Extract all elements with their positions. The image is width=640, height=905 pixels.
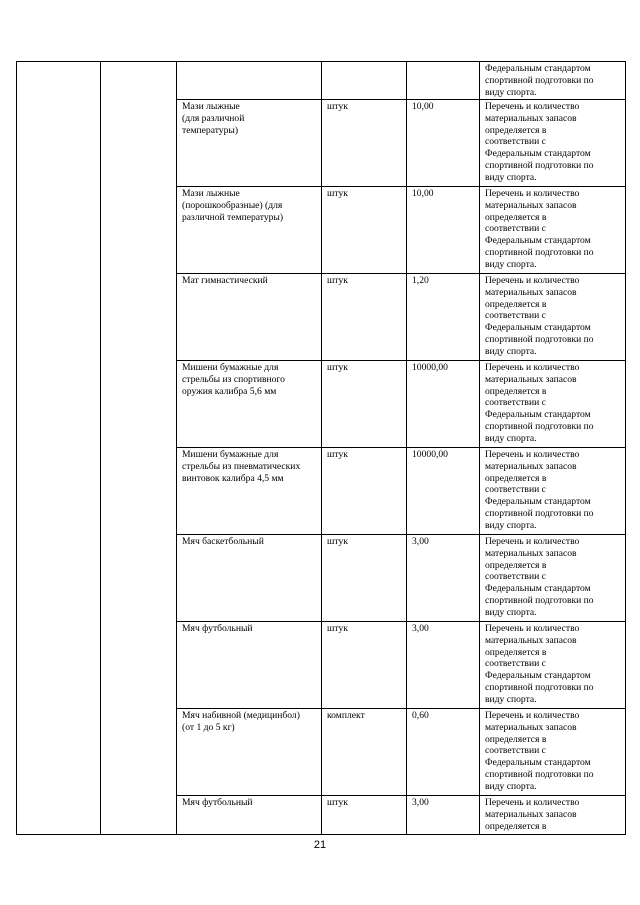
quantity-text: 10000,00: [412, 448, 448, 460]
quantity-text: 0,60: [412, 709, 429, 721]
section-column-cell: [101, 62, 177, 835]
item-name-text: Мяч набивной (медицинбол) (от 1 до 5 кг): [182, 709, 300, 733]
item-name-text: Мяч футбольный: [182, 796, 253, 808]
quantity-text: 10000,00: [412, 361, 448, 373]
item-name-cell: [177, 62, 322, 100]
note-text: Перечень и количество материальных запасов определяется в соответствии с Федеральным стандартом спортивной подготовки по виду спорта.: [485, 361, 594, 445]
item-name-text: Мази лыжные (порошкообразные) (для различной температуры): [182, 187, 284, 223]
note-text: Перечень и количество материальных запасов определяется в соответствии с Федеральным стандартом спортивной подготовки по виду спорта.: [485, 100, 594, 184]
unit-text: комплект: [327, 709, 365, 721]
quantity-text: 10,00: [412, 100, 434, 112]
note-text: Перечень и количество материальных запасов определяется в соответствии с Федеральным стандартом спортивной подготовки по виду спорта.: [485, 274, 594, 358]
note-text: Перечень и количество материальных запасов определяется в соответствии с Федеральным стандартом спортивной подготовки по виду спорта.: [485, 622, 594, 706]
unit-text: штук: [327, 100, 348, 112]
equipment-table: [16, 61, 626, 835]
item-name-text: Мат гимнастический: [182, 274, 268, 286]
unit-cell: [322, 62, 407, 100]
item-name-text: Мишени бумажные для стрельбы из спортивного оружия калибра 5,6 мм: [182, 361, 285, 397]
note-text: Федеральным стандартом спортивной подготовки по виду спорта.: [485, 63, 594, 98]
unit-text: штук: [327, 622, 348, 634]
quantity-text: 1,20: [412, 274, 429, 286]
item-name-text: Мяч баскетбольный: [182, 535, 264, 547]
unit-text: штук: [327, 274, 348, 286]
quantity-cell: [407, 62, 480, 100]
table-row-continued: [17, 62, 626, 100]
item-name-text: Мази лыжные (для различной температуры): [182, 100, 245, 136]
note-text: Перечень и количество материальных запасов определяется в соответствии с Федеральным стандартом спортивной подготовки по виду спорта.: [485, 535, 594, 619]
item-name-text: Мяч футбольный: [182, 622, 253, 634]
quantity-text: 3,00: [412, 622, 429, 634]
note-cell: [480, 62, 626, 100]
quantity-text: 10,00: [412, 187, 434, 199]
index-column-cell: [17, 62, 101, 835]
note-text: Перечень и количество материальных запасов определяется в: [485, 796, 580, 832]
unit-text: штук: [327, 535, 348, 547]
note-text: Перечень и количество материальных запасов определяется в соответствии с Федеральным стандартом спортивной подготовки по виду спорта.: [485, 448, 594, 532]
item-name-text: Мишени бумажные для стрельбы из пневматических винтовок калибра 4,5 мм: [182, 448, 301, 484]
quantity-text: 3,00: [412, 535, 429, 547]
equipment-table-body: [17, 62, 626, 835]
note-text: Перечень и количество материальных запасов определяется в соответствии с Федеральным стандартом спортивной подготовки по виду спорта.: [485, 187, 594, 271]
unit-text: штук: [327, 187, 348, 199]
unit-text: штук: [327, 448, 348, 460]
quantity-text: 3,00: [412, 796, 429, 808]
unit-text: штук: [327, 361, 348, 373]
note-text: Перечень и количество материальных запасов определяется в соответствии с Федеральным стандартом спортивной подготовки по виду спорта.: [485, 709, 594, 793]
page-number: 21: [313, 839, 327, 851]
unit-text: штук: [327, 796, 348, 808]
